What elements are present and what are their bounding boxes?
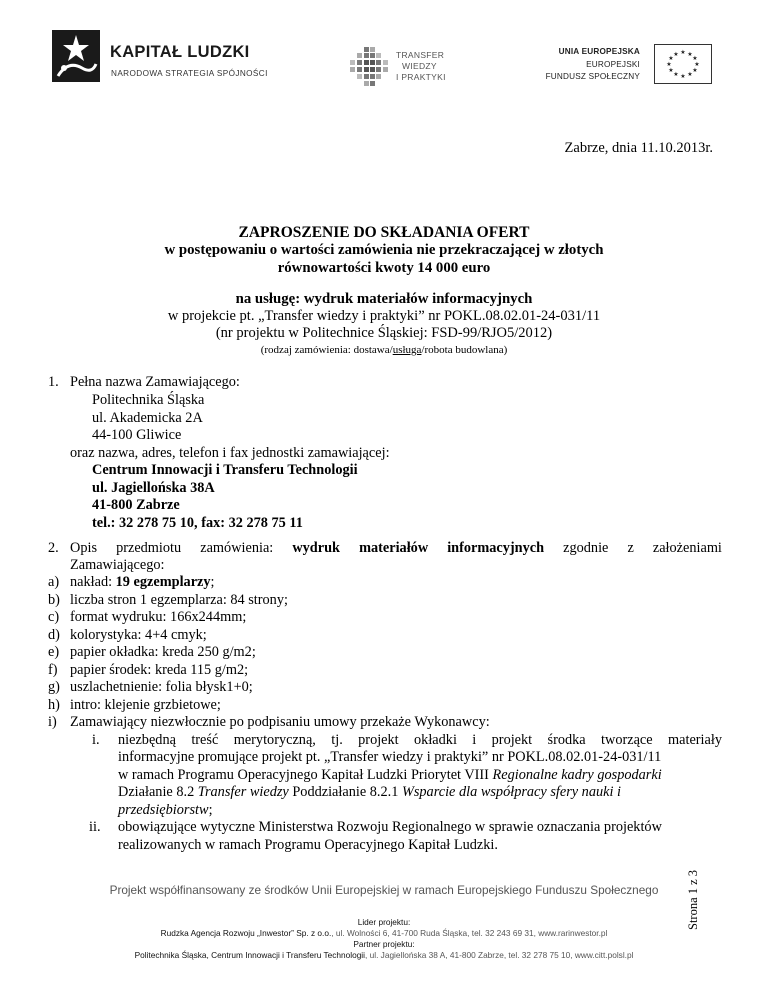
sub-item-i-line3: w ramach Programu Operacyjnego Kapitał Ludzki Priorytet VIII Regionalne kadry gospodarki xyxy=(118,767,662,783)
kapital-ludzki-title: KAPITAŁ LUDZKI xyxy=(110,43,250,61)
section-2-heading: Opis przedmiotu zamówienia: wydruk materiałów informacyjnych zgodnie z założeniami xyxy=(70,540,722,556)
unit-street: ul. Jagiellońska 38A xyxy=(92,480,215,496)
list-item-letter: f) xyxy=(48,662,58,678)
document-title: ZAPROSZENIE DO SKŁADANIA OFERT xyxy=(238,224,530,241)
sub-item-ii-line1: obowiązujące wytyczne Ministerstwa Rozwoju Regionalnego w sprawie oznaczania projektów xyxy=(118,819,662,835)
list-item-letter: e) xyxy=(48,644,60,660)
svg-text:★: ★ xyxy=(666,61,672,68)
ue-label: UNIA EUROPEJSKA xyxy=(558,47,640,56)
unit-intro: oraz nazwa, adres, telefon i fax jednostki zamawiającej: xyxy=(70,445,390,461)
svg-text:★: ★ xyxy=(692,55,698,62)
efs-label-line2: FUNDUSZ SPOŁECZNY xyxy=(545,72,640,81)
project-line: w projekcie pt. „Transfer wiedzy i praktyki” nr POKL.08.02.01-24-031/11 xyxy=(167,308,601,324)
svg-text:★: ★ xyxy=(694,61,700,68)
list-item: uszlachetnienie: folia błysk1+0; xyxy=(70,679,253,695)
sub-item-i-line1: niezbędną treść merytoryczną, tj. projekt okładki i projekt środka tworzące materiały xyxy=(118,732,722,748)
transfer-logo-line3: I PRAKTYKI xyxy=(396,72,446,82)
list-item: kolorystyka: 4+4 cmyk; xyxy=(70,627,207,643)
orderer-name: Politechnika Śląska xyxy=(92,392,205,408)
list-item-letter: a) xyxy=(48,574,60,590)
svg-text:★: ★ xyxy=(668,55,674,62)
eu-flag-icon xyxy=(654,44,712,84)
service-title: na usługę: wydruk materiałów informacyjnych xyxy=(235,291,533,307)
sub-item-i-line4: Działanie 8.2 Transfer wiedzy Poddziałanie 8.2.1 Wsparcie dla współpracy sfery nauki i xyxy=(118,784,621,800)
partner-label: Partner projektu: xyxy=(353,939,415,949)
section-2-number: 2. xyxy=(48,540,59,556)
orderer-city: 44-100 Gliwice xyxy=(92,427,182,443)
title-subline-1: w postępowaniu o wartości zamówienia nie przekraczającej w złotych xyxy=(164,242,604,258)
unit-city: 41-800 Zabrze xyxy=(92,497,180,513)
list-item-letter: g) xyxy=(48,679,60,695)
svg-text:★: ★ xyxy=(673,71,679,78)
section-2-heading-cont: Zamawiającego: xyxy=(70,557,165,573)
list-item: papier okładka: kreda 250 g/m2; xyxy=(70,644,256,660)
partner-info: Politechnika Śląska, Centrum Innowacji i Transferu Technologii, ul. Jagiellońska 38 A, 41-800 Zabrze, tel. 32 278 75 10, www.citt.polsl.pl xyxy=(134,950,634,960)
title-subline-2: równowartości kwoty 14 000 euro xyxy=(277,260,491,276)
efs-label-line1: EUROPEJSKI xyxy=(586,60,640,69)
list-item: liczba stron 1 egzemplarza: 84 strony; xyxy=(70,592,288,608)
svg-text:★: ★ xyxy=(673,51,679,58)
sub-item-i-line5: przedsiębiorstw; xyxy=(118,802,213,818)
svg-text:★: ★ xyxy=(668,67,674,74)
section-1-heading: Pełna nazwa Zamawiającego: xyxy=(70,374,240,390)
svg-text:★: ★ xyxy=(687,51,693,58)
list-item: nakład: 19 egzemplarzy; xyxy=(70,574,215,590)
order-kind-selected: usługa xyxy=(392,344,422,356)
leader-label: Lider projektu: xyxy=(357,917,411,927)
list-item: intro: klejenie grzbietowe; xyxy=(70,697,221,713)
unit-name: Centrum Innowacji i Transferu Technologii xyxy=(92,462,358,478)
sub-item-ii-line2: realizowanych w ramach Programu Operacyjnego Kapitał Ludzki. xyxy=(118,837,498,853)
unit-contact: tel.: 32 278 75 10, fax: 32 278 75 11 xyxy=(92,515,303,531)
list-item-letter: d) xyxy=(48,627,60,643)
leader-info: Rudzka Agencja Rozwoju „Inwestor” Sp. z o.o., ul. Wolności 6, 41-700 Ruda Śląska, tel. 32 243 69 31, www.rarinwestor.pl xyxy=(160,928,608,938)
svg-text:★: ★ xyxy=(687,71,693,78)
svg-text:★: ★ xyxy=(680,73,686,80)
section-1-number: 1. xyxy=(48,374,59,390)
kapital-ludzki-subtitle: NARODOWA STRATEGIA SPÓJNOŚCI xyxy=(111,69,268,78)
orderer-street: ul. Akademicka 2A xyxy=(92,410,203,426)
svg-text:★: ★ xyxy=(692,67,698,74)
list-item: papier środek: kreda 115 g/m2; xyxy=(70,662,249,678)
svg-text:★: ★ xyxy=(680,49,686,56)
sub-item-number: ii. xyxy=(89,819,101,835)
kapital-ludzki-logo-icon xyxy=(52,30,100,82)
project-number-line: (nr projektu w Politechnice Śląskiej: FSD-99/RJO5/2012) xyxy=(215,325,553,341)
cofinancing-note: Projekt współfinansowany ze środków Unii Europejskiej w ramach Europejskiego Funduszu Społecznego xyxy=(109,883,659,897)
sub-item-number: i. xyxy=(92,732,100,748)
transfer-wiedzy-logo-icon xyxy=(350,47,390,87)
list-item: Zamawiający niezwłocznie po podpisaniu umowy przekaże Wykonawcy: xyxy=(70,714,490,730)
list-item-letter: b) xyxy=(48,592,60,608)
page-number: Strona 1 z 3 xyxy=(686,869,700,930)
order-kind-line: (rodzaj zamówienia: dostawa/usługa/robota budowlana) xyxy=(260,344,508,356)
sub-item-i-line2: informacyjne promujące projekt pt. „Transfer wiedzy i praktyki” nr POKL.08.02.01-24-031/11 xyxy=(118,749,662,765)
transfer-logo-line1: TRANSFER xyxy=(396,50,445,60)
list-item: format wydruku: 166x244mm; xyxy=(70,609,247,625)
transfer-logo-line2: WIEDZY xyxy=(402,61,437,71)
list-item-letter: c) xyxy=(48,609,60,625)
list-item-letter: i) xyxy=(48,714,57,730)
list-item-letter: h) xyxy=(48,697,60,713)
document-date: Zabrze, dnia 11.10.2013r. xyxy=(564,140,713,156)
